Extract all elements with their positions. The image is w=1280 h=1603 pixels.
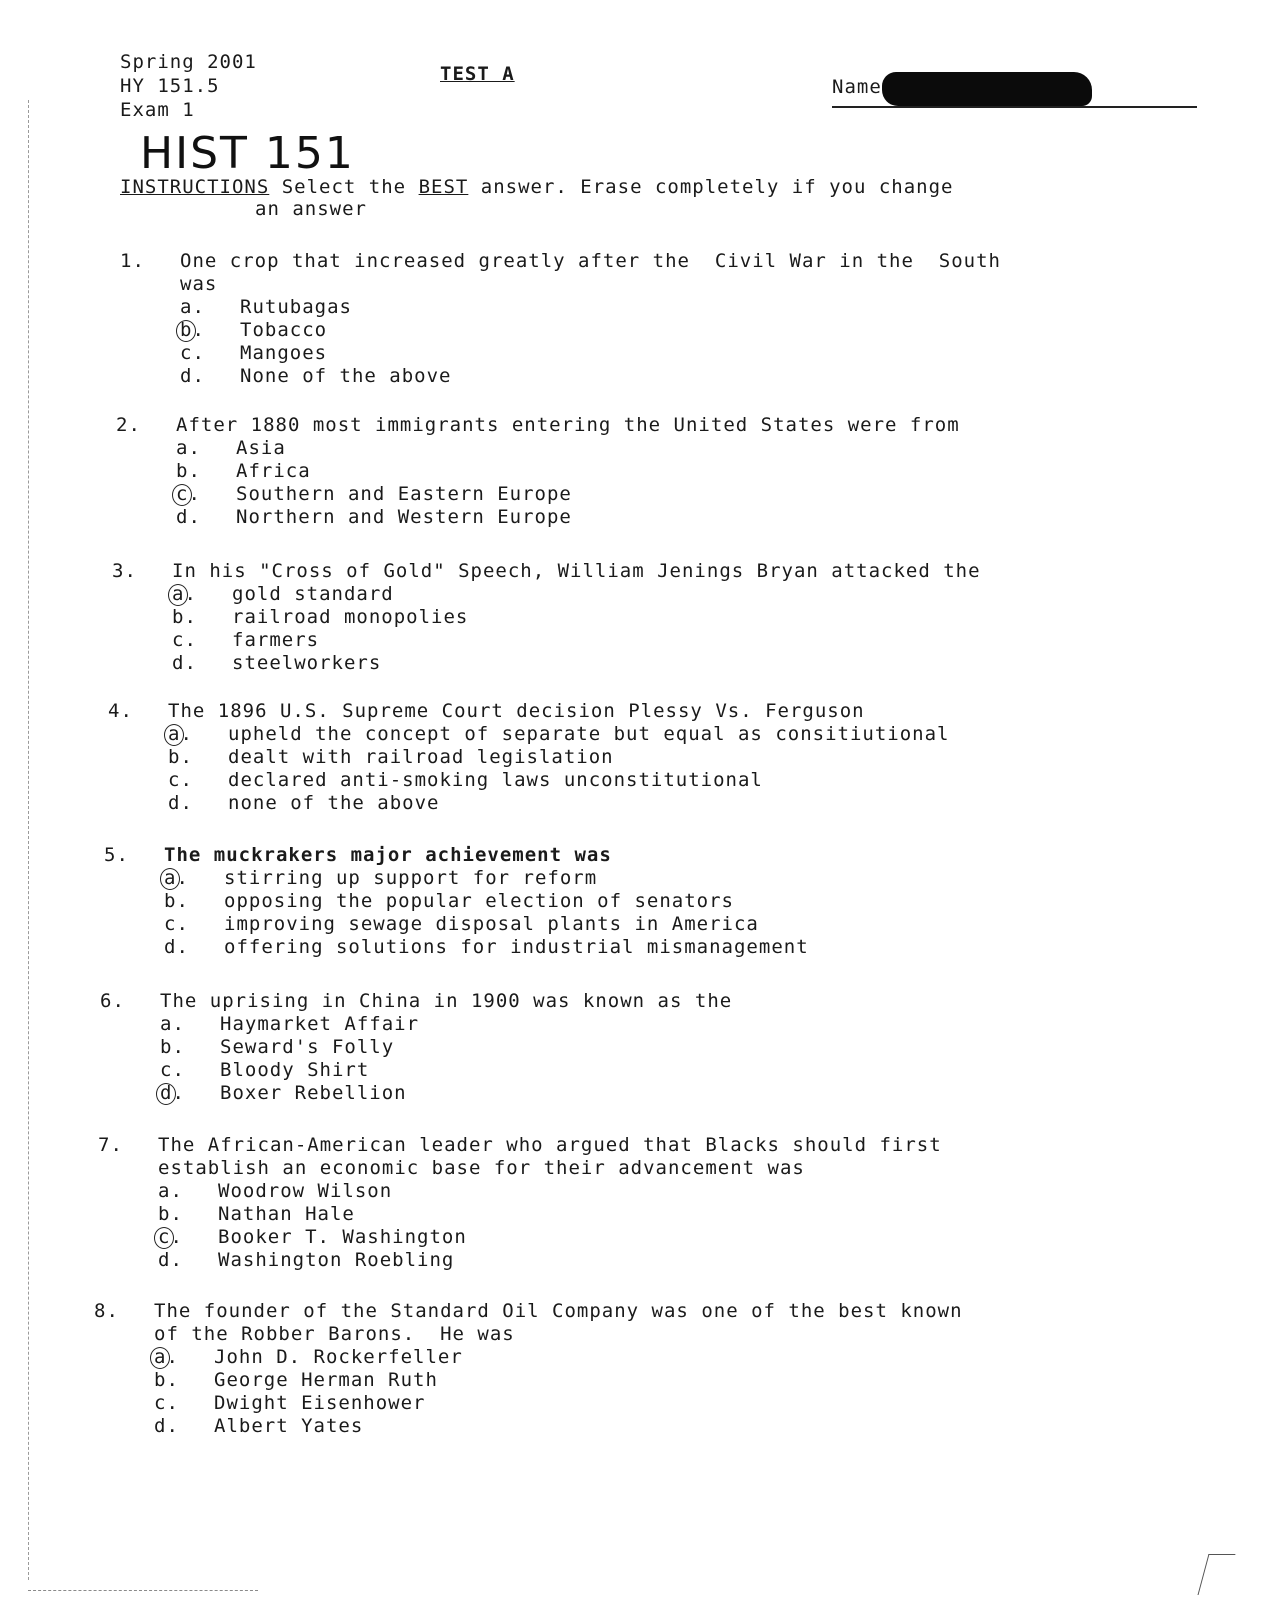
option-d <box>116 506 960 529</box>
option-c <box>120 342 1001 365</box>
option-text: Southern and Eastern Europe <box>236 483 572 505</box>
question-text: In his "Cross of Gold" Speech, William Jenings Bryan attacked the <box>172 560 981 582</box>
question-number: 1. <box>120 250 145 272</box>
option-text: None of the above <box>240 365 452 387</box>
question-text: of the Robber Barons. He was <box>154 1323 515 1345</box>
option-c <box>116 483 960 506</box>
option-c <box>94 1392 963 1415</box>
option-text: Rutubagas <box>240 296 352 318</box>
option-c <box>100 1059 732 1082</box>
option-d <box>120 365 1001 388</box>
exam-label: Exam 1 <box>120 99 195 121</box>
option-letter: d. <box>168 792 193 814</box>
option-letter: c. <box>168 769 193 791</box>
option-letter: c. <box>180 342 205 364</box>
option-b <box>112 606 981 629</box>
option-letter: c. <box>154 1392 179 1414</box>
instructions-label: INSTRUCTIONS <box>120 176 270 198</box>
option-letter: b. <box>176 460 201 482</box>
option-a <box>98 1180 942 1203</box>
option-text: farmers <box>232 629 320 651</box>
name-label: Name <box>832 76 882 98</box>
option-text: Woodrow Wilson <box>218 1180 393 1202</box>
option-letter-circled: a. <box>172 583 232 606</box>
question-number: 6. <box>100 990 125 1012</box>
question-1 <box>120 250 1001 388</box>
name-field <box>832 76 1202 110</box>
option-letter: a. <box>158 1180 183 1202</box>
header-info <box>120 50 257 122</box>
option-text: Asia <box>236 437 286 459</box>
question-number: 7. <box>98 1134 123 1156</box>
option-c <box>98 1226 942 1249</box>
instructions-best: BEST <box>418 176 469 198</box>
option-text: Mangoes <box>240 342 328 364</box>
folded-corner <box>1198 1554 1236 1595</box>
option-text: Northern and Western Europe <box>236 506 572 528</box>
option-letter: b. <box>164 890 189 912</box>
option-text: John D. Rockerfeller <box>214 1346 463 1368</box>
option-b <box>100 1036 732 1059</box>
option-a <box>120 296 1001 319</box>
option-letter: b. <box>168 746 193 768</box>
name-line <box>832 106 1197 108</box>
option-text: steelworkers <box>232 652 382 674</box>
option-letter-circled: c. <box>158 1226 218 1249</box>
option-b <box>94 1369 963 1392</box>
question-number: 3. <box>112 560 137 582</box>
instructions-text-1: Select the <box>281 176 407 198</box>
instructions <box>120 176 953 220</box>
question-text: The uprising in China in 1900 was known as the <box>160 990 733 1012</box>
question-4 <box>108 700 949 815</box>
option-b <box>104 890 809 913</box>
question-number: 5. <box>104 844 129 866</box>
option-a <box>100 1013 732 1036</box>
option-letter: d. <box>172 652 197 674</box>
question-3 <box>112 560 981 675</box>
question-6 <box>100 990 732 1105</box>
option-letter-circled: a. <box>168 723 228 746</box>
option-text: declared anti-smoking laws unconstitutional <box>228 769 763 791</box>
option-text: railroad monopolies <box>232 606 469 628</box>
scan-edge-left <box>28 100 30 1580</box>
option-text: none of the above <box>228 792 440 814</box>
option-text: Dwight Eisenhower <box>214 1392 426 1414</box>
option-a <box>104 867 809 890</box>
option-text: improving sewage disposal plants in America <box>224 913 759 935</box>
question-text: The 1896 U.S. Supreme Court decision Plessy Vs. Ferguson <box>168 700 865 722</box>
option-text: George Herman Ruth <box>214 1369 438 1391</box>
option-letter: b. <box>160 1036 185 1058</box>
option-letter: c. <box>160 1059 185 1081</box>
option-letter: c. <box>164 913 189 935</box>
option-text: Bloody Shirt <box>220 1059 370 1081</box>
option-b <box>108 746 949 769</box>
course-code: HY 151.5 <box>120 75 220 97</box>
option-letter-circled: a. <box>154 1346 214 1369</box>
question-number: 8. <box>94 1300 119 1322</box>
option-letter-circled: a. <box>164 867 224 890</box>
question-text: was <box>180 273 218 295</box>
question-text: The muckrakers major achievement was <box>164 844 612 866</box>
option-letter-circled: c. <box>176 483 236 506</box>
option-d <box>112 652 981 675</box>
option-c <box>108 769 949 792</box>
option-letter-circled: d. <box>160 1082 220 1105</box>
question-text: The founder of the Standard Oil Company was one of the best known <box>154 1300 963 1322</box>
option-letter: a. <box>160 1013 185 1035</box>
instructions-text-2: answer. Erase completely if you change <box>480 176 954 198</box>
question-text: establish an economic base for their advancement was <box>158 1157 805 1179</box>
question-text: The African-American leader who argued that Blacks should first <box>158 1134 942 1156</box>
option-a <box>116 437 960 460</box>
option-letter: a. <box>180 296 205 318</box>
option-d <box>98 1249 942 1272</box>
option-text: Albert Yates <box>214 1415 364 1437</box>
option-letter: a. <box>176 437 201 459</box>
option-c <box>112 629 981 652</box>
option-letter-circled: b. <box>180 319 240 342</box>
option-letter: d. <box>180 365 205 387</box>
option-a <box>112 583 981 606</box>
option-c <box>104 913 809 936</box>
option-letter: d. <box>164 936 189 958</box>
option-text: Boxer Rebellion <box>220 1082 407 1104</box>
question-text: One crop that increased greatly after the Civil War in the South <box>180 250 1001 272</box>
option-letter: c. <box>172 629 197 651</box>
option-a <box>94 1346 963 1369</box>
handwritten-course: HIST 151 <box>140 128 355 179</box>
option-text: Washington Roebling <box>218 1249 455 1271</box>
option-letter: d. <box>176 506 201 528</box>
option-text: Nathan Hale <box>218 1203 355 1225</box>
option-text: stirring up support for reform <box>224 867 598 889</box>
option-b <box>116 460 960 483</box>
option-b <box>98 1203 942 1226</box>
option-letter: b. <box>172 606 197 628</box>
option-d <box>100 1082 732 1105</box>
option-text: Seward's Folly <box>220 1036 395 1058</box>
question-number: 2. <box>116 414 141 436</box>
option-letter: d. <box>158 1249 183 1271</box>
option-text: Booker T. Washington <box>218 1226 467 1248</box>
option-letter: d. <box>154 1415 179 1437</box>
option-letter: b. <box>154 1369 179 1391</box>
option-text: Africa <box>236 460 311 482</box>
option-text: opposing the popular election of senators <box>224 890 734 912</box>
scan-edge-bottom <box>28 1590 258 1592</box>
instructions-line-2: an answer <box>255 198 367 220</box>
question-text: After 1880 most immigrants entering the United States were from <box>176 414 960 436</box>
question-2 <box>116 414 960 529</box>
option-d <box>108 792 949 815</box>
option-b <box>120 319 1001 342</box>
option-d <box>94 1415 963 1438</box>
question-5 <box>104 844 809 959</box>
question-8 <box>94 1300 963 1438</box>
option-letter: b. <box>158 1203 183 1225</box>
option-text: Haymarket Affair <box>220 1013 420 1035</box>
option-text: dealt with railroad legislation <box>228 746 614 768</box>
option-text: Tobacco <box>240 319 328 341</box>
redacted-name <box>882 72 1092 106</box>
option-text: upheld the concept of separate but equal as consitiutional <box>228 723 950 745</box>
question-number: 4. <box>108 700 133 722</box>
test-title: TEST A <box>440 63 515 85</box>
option-text: gold standard <box>232 583 394 605</box>
question-7 <box>98 1134 942 1272</box>
option-text: offering solutions for industrial mismanagement <box>224 936 809 958</box>
semester: Spring 2001 <box>120 51 257 73</box>
option-d <box>104 936 809 959</box>
option-a <box>108 723 949 746</box>
